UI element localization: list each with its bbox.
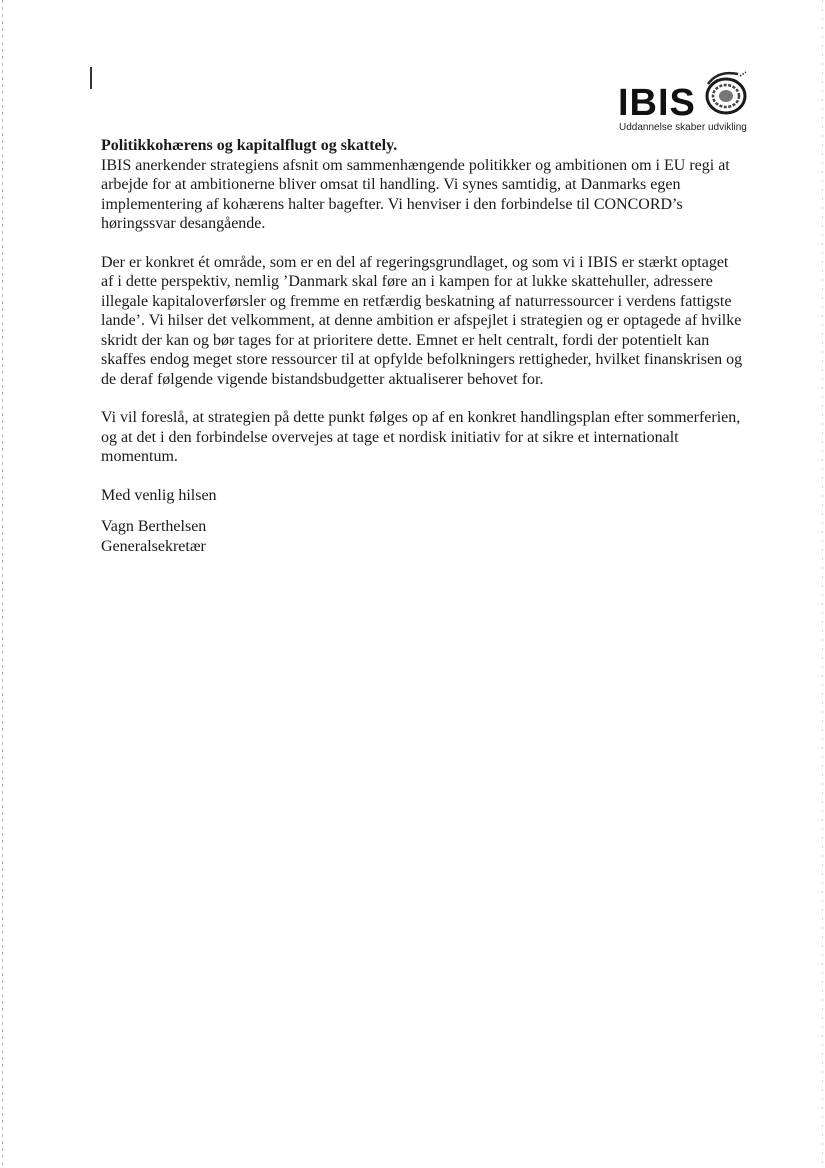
logo-tagline: Uddannelse skaber udvikling xyxy=(619,122,747,133)
text-line: skridt der kan og bør tages for at prioritere dette. Emnet er helt centralt, fordi der potentielt kan xyxy=(101,331,710,349)
text-line: af i dette perspektiv, nemlig ’Danmark skal føre an i kampen for at lukke skattehuller, adressere xyxy=(101,273,713,290)
signer-title: Generalsekretær xyxy=(101,537,206,555)
signature-block xyxy=(101,517,761,556)
text-line: høringssvar desangående. xyxy=(101,215,266,232)
paragraph-proposal xyxy=(101,408,761,467)
text-line: de deraf følgende vigende bistandsbudgetter aktualiserer behovet for. xyxy=(101,370,544,388)
text-line: IBIS anerkender strategiens afsnit om sammenhængende politikker og ambitionen om i EU regi at xyxy=(101,156,730,174)
signer-name: Vagn Berthelsen xyxy=(101,518,207,535)
text-line: skaffes endog meget store ressourcer til at opfylde befolkningers rettigheder, hvilket finanskrisen og xyxy=(101,351,743,368)
text-line: implementering af kohærens halter bagefter. Vi henviser i den forbindelse til CONCORD’s xyxy=(101,195,683,213)
letter-body xyxy=(101,136,761,556)
ibis-logo xyxy=(612,66,762,138)
text-line: lande’. Vi hilser det velkomment, at denne ambition er afspejlet i strategien og er optagede af hvilke xyxy=(101,312,742,329)
text-cursor-mark xyxy=(90,67,92,89)
scan-edge-right xyxy=(822,0,823,1168)
paragraph-coherence xyxy=(101,156,761,234)
paragraph-tax-havens xyxy=(101,253,761,390)
text-line: Vi vil foreslå, at strategien på dette punkt følges op af en konkret handlingsplan efter sommerferien, xyxy=(101,409,741,426)
text-line: arbejde for at ambitionerne bliver omsat til handling. Vi synes samtidig, at Danmarks egen xyxy=(101,176,681,193)
globe-swirl-icon xyxy=(694,66,754,118)
section-heading: Politikkohærens og kapitalflugt og skattely. xyxy=(101,137,398,154)
closing-salutation: Med venlig hilsen xyxy=(101,486,217,504)
text-line: illegale kapitaloverførsler og fremme en retfærdig beskatning af naturressourcer i verdens fattigste xyxy=(101,292,732,310)
text-line: momentum. xyxy=(101,448,178,465)
logo-wordmark: IBIS xyxy=(618,82,696,124)
text-line: og at det i den forbindelse overvejes at tage et nordisk initiativ for at sikre et internationalt xyxy=(101,428,679,446)
scan-edge-left xyxy=(2,0,3,1168)
text-line: Der er konkret ét område, som er en del af regeringsgrundlaget, og som vi i IBIS er stærkt optaget xyxy=(101,253,729,271)
